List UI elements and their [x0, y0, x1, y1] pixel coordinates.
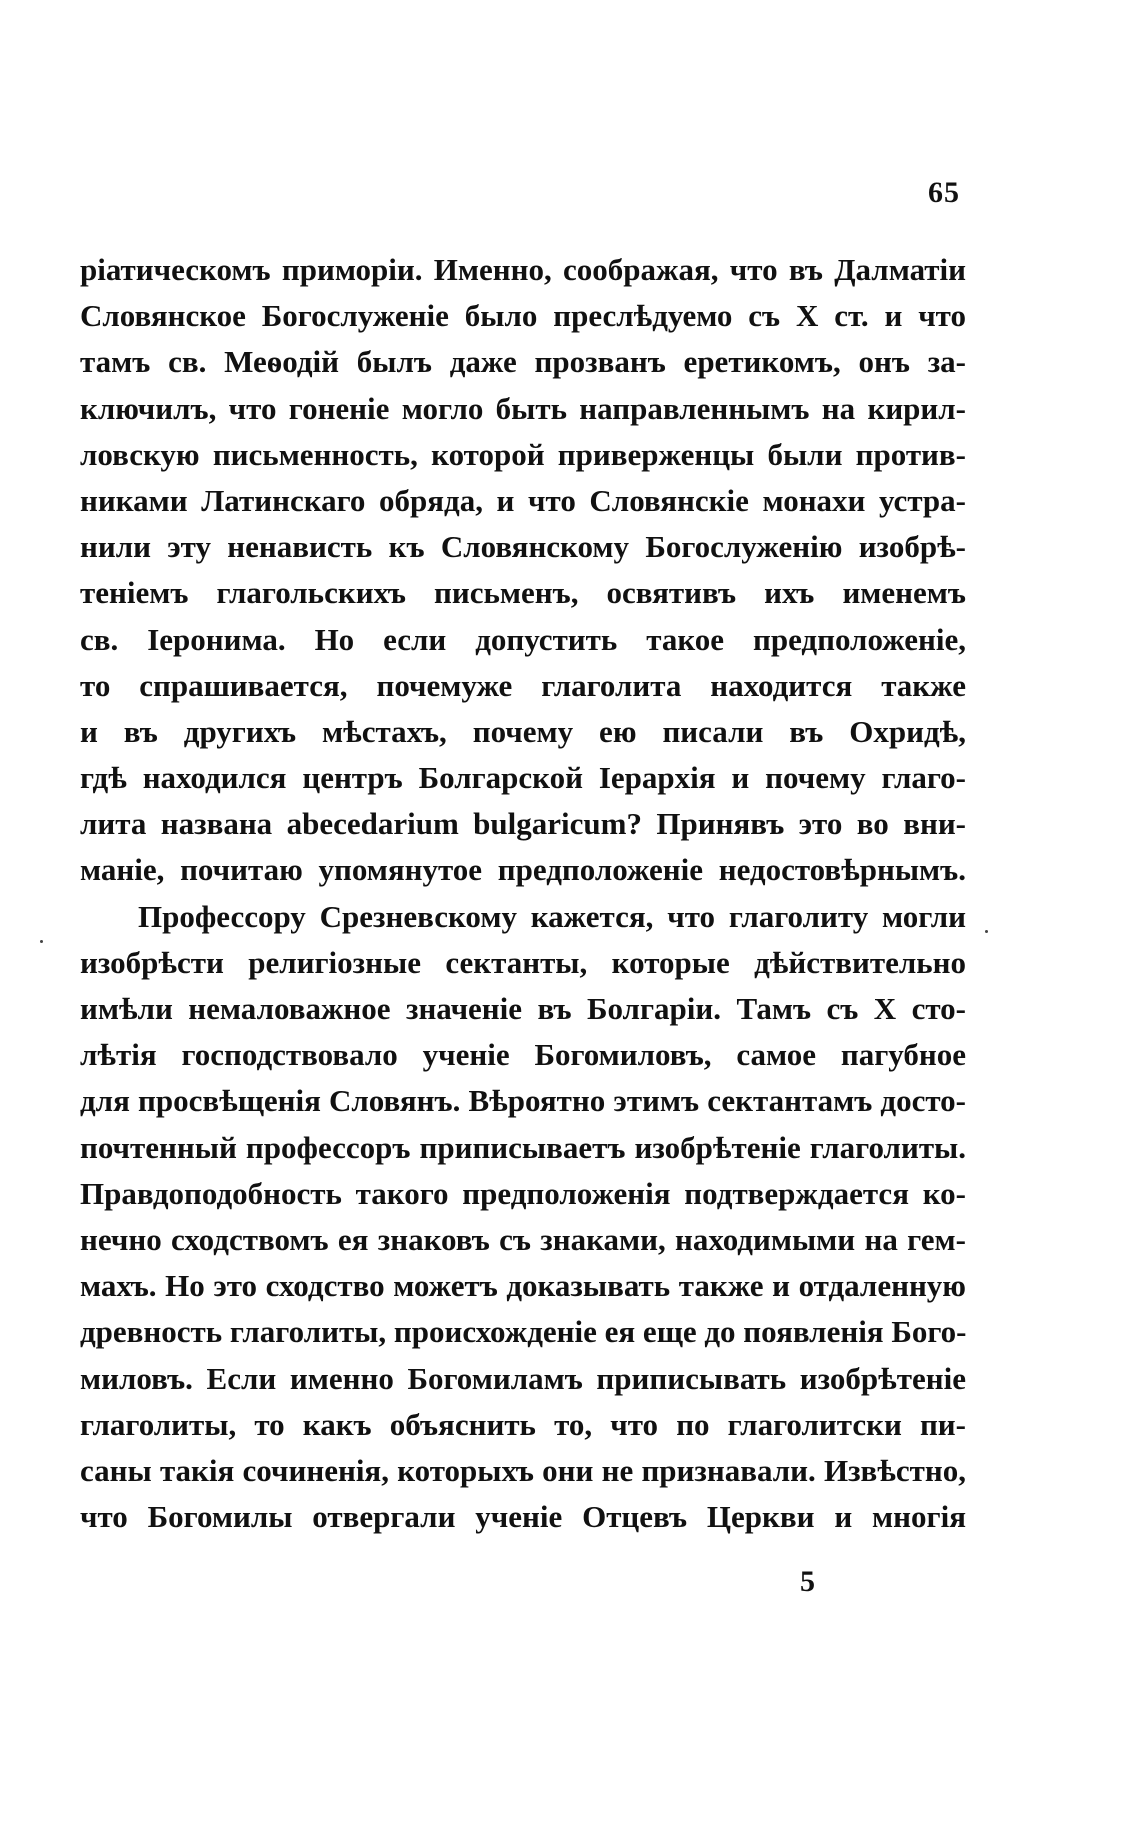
text-line: нечно сходствомъ ея знаковъ съ знаками, находимыми на гем-	[80, 1221, 966, 1257]
text-line: нили эту ненависть къ Словянскому Богослуженію изобрѣ-	[80, 529, 966, 565]
text-line: саны такія сочиненія, которыхъ они не признавали. Извѣстно,	[80, 1452, 966, 1488]
scan-speck	[985, 930, 988, 933]
text-line-paragraph-start: Профессору Срезневскому кажется, что глаголиту могли	[138, 898, 966, 934]
text-line: гдѣ находился центръ Болгарской Іерархія и почему глаго-	[80, 760, 966, 796]
text-line: имѣли немаловажное значеніе въ Болгаріи. Тамъ съ X сто-	[80, 991, 966, 1026]
text-line: почтенный профессоръ приписываетъ изобрѣтеніе глаголиты.	[80, 1129, 966, 1165]
text-line: глаголиты, то какъ объяснить то, что по глаголитски пи-	[80, 1406, 966, 1442]
text-line: ключилъ, что гоненіе могло быть направленнымъ на кирил-	[80, 390, 966, 426]
text-line: никами Латинскаго обряда, и что Словянскіе монахи устра-	[80, 482, 966, 518]
text-line: изобрѣсти религіозные сектанты, которые дѣйствительно	[80, 944, 966, 980]
text-line: Словянское Богослуженіе было преслѣдуемо съ X ст. и что	[80, 298, 966, 334]
text-line: лита названа abecedarium bulgaricum? Принявъ это во вни-	[80, 806, 966, 842]
text-line: тамъ св. Меѳодій былъ даже прозванъ еретикомъ, онъ за-	[80, 344, 966, 380]
text-line: миловъ. Если именно Богомиламъ приписывать изобрѣтеніе	[80, 1360, 966, 1396]
text-line: ріатическомъ приморіи. Именно, соображая, что въ Далматіи	[80, 252, 966, 287]
text-line: и въ другихъ мѣстахъ, почему ею писали въ Охридѣ,	[80, 713, 966, 749]
scan-speck	[40, 940, 43, 943]
text-line: теніемъ глагольскихъ письменъ, освятивъ ихъ именемъ	[80, 575, 966, 611]
text-line: ловскую письменность, которой приверженцы были против-	[80, 436, 966, 472]
text-line: Правдоподобность такого предположенія подтверждается ко-	[80, 1175, 966, 1211]
text-line: что Богомилы отвергали ученіе Отцевъ Церкви и многія	[80, 1499, 966, 1535]
page-number: 65	[928, 176, 960, 209]
text-line: маніе, почитаю упомянутое предположеніе недостовѣрнымъ.	[80, 852, 966, 888]
text-line: лѣтія господствовало ученіе Богомиловъ, самое пагубное	[80, 1037, 966, 1073]
text-line: для просвѣщенія Словянъ. Вѣроятно этимъ сектантамъ досто-	[80, 1083, 966, 1119]
signature-mark: 5	[800, 1565, 815, 1598]
text-line: то спрашивается, почемуже глаголита находится также	[80, 667, 966, 703]
text-line: св. Іеронима. Но если допустить такое предположеніе,	[80, 621, 966, 657]
text-line: махъ. Но это сходство можетъ доказывать также и отдаленную	[80, 1268, 966, 1304]
body-text	[80, 247, 966, 1540]
text-line: древность глаголиты, происхожденіе ея еще до появленія Бого-	[80, 1314, 966, 1350]
